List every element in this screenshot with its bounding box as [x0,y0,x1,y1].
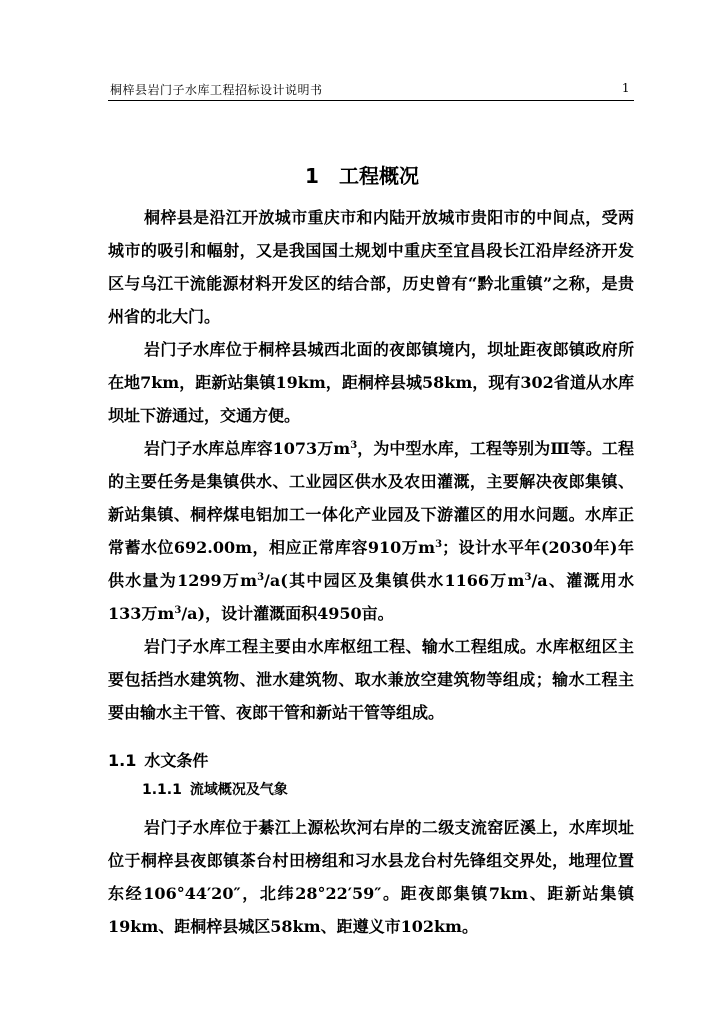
paragraph-basin-location: 岩门子水库位于綦江上源松坎河右岸的二级支流窑匠溪上，水库坝址位于桐梓县夜郎镇茶台村田榜组和习水县龙台村先锋组交界处，地理位置东经106°44′20″，北纬28°22′59″。距夜郎集镇7km、距新站集镇19km、距桐梓县城区58km、距遵义市102km。 [108,818,634,936]
capacity-text-6: /a)，设计灌溉面积4950亩。 [181,604,394,623]
section-title: 水文条件 [144,751,209,770]
capacity-text-1: 岩门子水库总库容1073万m [144,439,351,458]
header-page-number: 1 [621,81,630,95]
paragraph-tongzi-overview: 桐梓县是沿江开放城市重庆市和内陆开放城市贵阳市的中间点，受两城市的吸引和幅射，又是我国国土规划中重庆至宜昌段长江沿岸经济开发区与乌江干流能源材料开发区的结合部，历史曾有“黔北重镇”之称，是贵州省的北大门。 [108,208,634,326]
superscript-3: 3 [350,440,358,451]
section-number: 1.1 [108,751,137,770]
subsection-heading [142,779,288,799]
superscript-3: 3 [435,539,443,550]
paragraph-project-composition: 岩门子水库工程主要由水库枢纽工程、输水工程组成。水库枢纽区主要包括挡水建筑物、泄水建筑物、取水兼放空建筑物等组成；输水工程主要由输水主干管、夜郎干管和新站干管等组成。 [108,637,634,722]
header-title: 桐梓县岩门子水库工程招标设计说明书 [110,83,323,97]
capacity-text-5: /a、灌溉用水133万m [108,571,634,623]
page-header [108,76,634,101]
chapter-title: 工程概况 [338,164,419,188]
paragraph-reservoir-capacity [108,432,634,630]
chapter-number: 1 [305,164,319,188]
section-heading [108,748,208,771]
superscript-3: 3 [174,605,182,616]
subsection-number: 1.1.1 [142,782,182,798]
superscript-3: 3 [524,572,532,583]
paragraph-reservoir-location: 岩门子水库位于桐梓县城西北面的夜郎镇境内，坝址距夜郎镇政府所在地7km，距新站集镇19km，距桐梓县城58km，现有302省道从水库坝址下游通过，交通方便。 [108,340,634,425]
subsection-title: 流域概况及气象 [189,782,288,798]
capacity-text-4: /a(其中园区及集镇供水1166万m [264,571,525,590]
capacity-text-3: ；设计水平年(2030年)年供水量为1299万m [108,538,634,590]
chapter-heading [0,160,724,189]
capacity-text-2: ，为中型水库，工程等别为Ⅲ等。工程的主要任务是集镇供水、工业园区供水及农田灌溉，主要解决夜郎集镇、新站集镇、桐梓煤电铝加工一体化产业园及下游灌区的用水问题。水库正常蓄水位692.00m，相应正常库容910万m [108,439,634,557]
superscript-3: 3 [257,572,265,583]
